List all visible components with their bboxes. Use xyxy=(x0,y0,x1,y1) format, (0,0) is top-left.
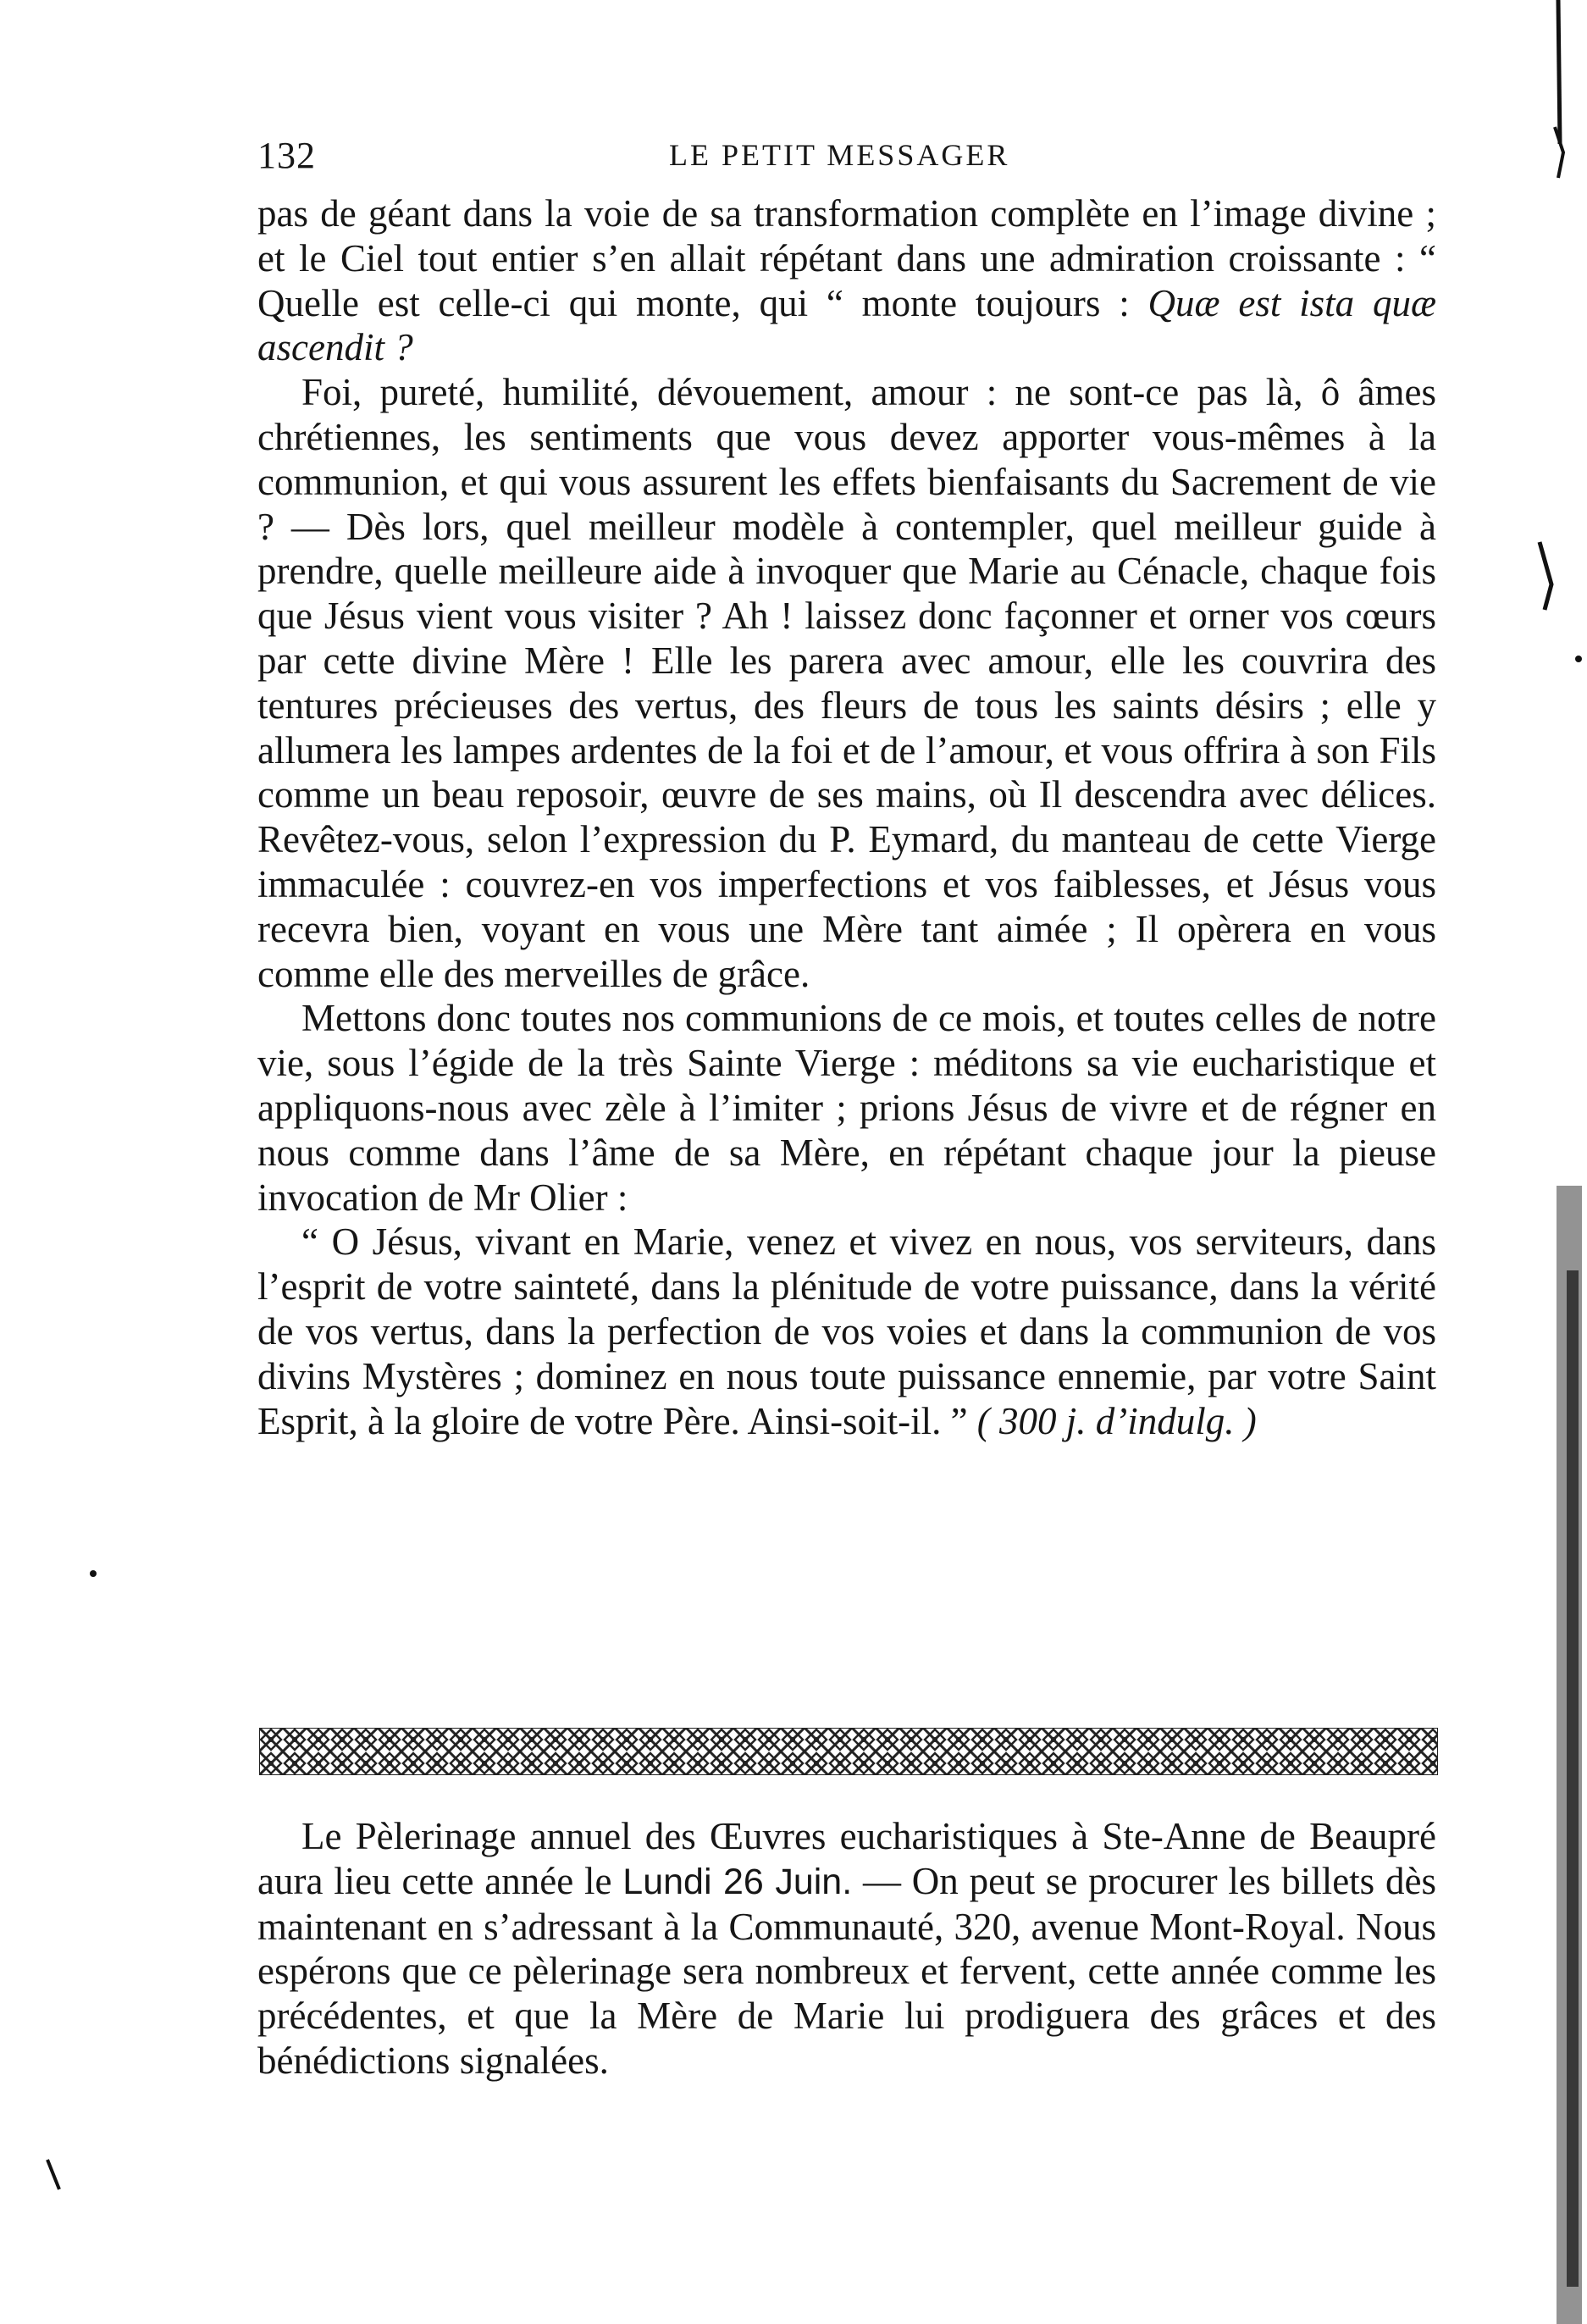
paragraph-continuation xyxy=(257,191,1436,370)
page-number: 132 xyxy=(257,135,316,176)
paragraph-1-text: pas de géant dans la voie de sa transformation complète en l’image divine ; et le Ciel tout entier s’en allait répétant dans une admiration croissante : “ Quelle est celle-ci qui monte, qui “ monte toujours : xyxy=(257,192,1436,324)
paragraph-virtues: Foi, pureté, humilité, dévouement, amour : ne sont-ce pas là, ô âmes chrétiennes, les sentiments que vous devez apporter vous-mêmes à la communion, et qui vous assurent les effets bienfaisants du Sacrement de vie ? — Dès lors, quel meilleur modèle à contempler, quel meilleur guide à prendre, quelle meilleure aide à invoquer que Marie au Cénacle, chaque fois que Jésus vient vous visiter ? Ah ! laissez donc façonner et orner vos cœurs par cette divine Mère ! Elle les parera avec amour, elle les couvrira des tentures précieuses des vertus, des fleurs de tous les saints désirs ; elle y allumera les lampes ardentes de la foi et de l’amour, et vous offrira à son Fils comme un beau reposoir, œuvre de ses mains, où Il descendra avec délices. Revêtez-vous, selon l’expression du P. Eymard, du manteau de cette Vierge immaculée : couvrez-en vos imperfections et vos faiblesses, et Jésus vous recevra bien, voyant en vous une Mère tant aimée ; Il opèrera en vous comme elle des merveilles de grâce. xyxy=(257,371,1436,995)
ornamental-divider xyxy=(259,1728,1438,1775)
pilgrimage-date: Lundi 26 Juin. xyxy=(622,1861,853,1902)
paragraph-communions: Mettons donc toutes nos communions de ce mois, et toutes celles de notre vie, sous l’égide de la très Sainte Vierge : méditons sa vie eucharistique et appliquons-nous avec zèle à l’imiter ; prions Jésus de vivre et de régner en nous comme dans l’âme de sa Mère, en répétant chaque jour la pieuse invocation de Mr Olier : xyxy=(257,997,1436,1219)
latin-quotation: Quæ est ista quæ ascendit ? xyxy=(257,281,1436,369)
notice-text-end: — On peut se procurer les billets dès maintenant en s’adressant à la Communauté, 320, avenue Mont-Royal. Nous espérons que ce pèlerinage sera nombreux et fervent, cette année comme les précédentes, et que la Mère de Marie lui prodiguera des grâces et des bénédictions signalées. xyxy=(257,1859,1436,2082)
prayer-text: “ O Jésus, vivant en Marie, venez et vivez en nous, vos serviteurs, dans l’esprit de votre sainteté, dans la plénitude de votre puissance, dans la vérité de vos vertus, dans la perfection de vos voies et dans la communion de vos divins Mystères ; dominez en nous toute puissance ennemie, par votre Saint Esprit, à la gloire de votre Père. Ainsi-soit-il. ” xyxy=(257,1220,1436,1442)
notice-text-start: Le Pèlerinage annuel des Œuvres eucharistiques à Ste-Anne de Beaupré aura lieu cette année le xyxy=(257,1815,1436,1902)
indulgence-note: ( 300 j. d’indulg. ) xyxy=(976,1399,1257,1442)
running-title: LE PETIT MESSAGER xyxy=(669,138,1010,172)
notice-paragraph xyxy=(257,1814,1436,2083)
paragraph-prayer xyxy=(257,1220,1436,1443)
page-header xyxy=(257,134,1435,185)
article-body xyxy=(257,191,1436,1443)
pilgrimage-notice xyxy=(257,1814,1436,2083)
